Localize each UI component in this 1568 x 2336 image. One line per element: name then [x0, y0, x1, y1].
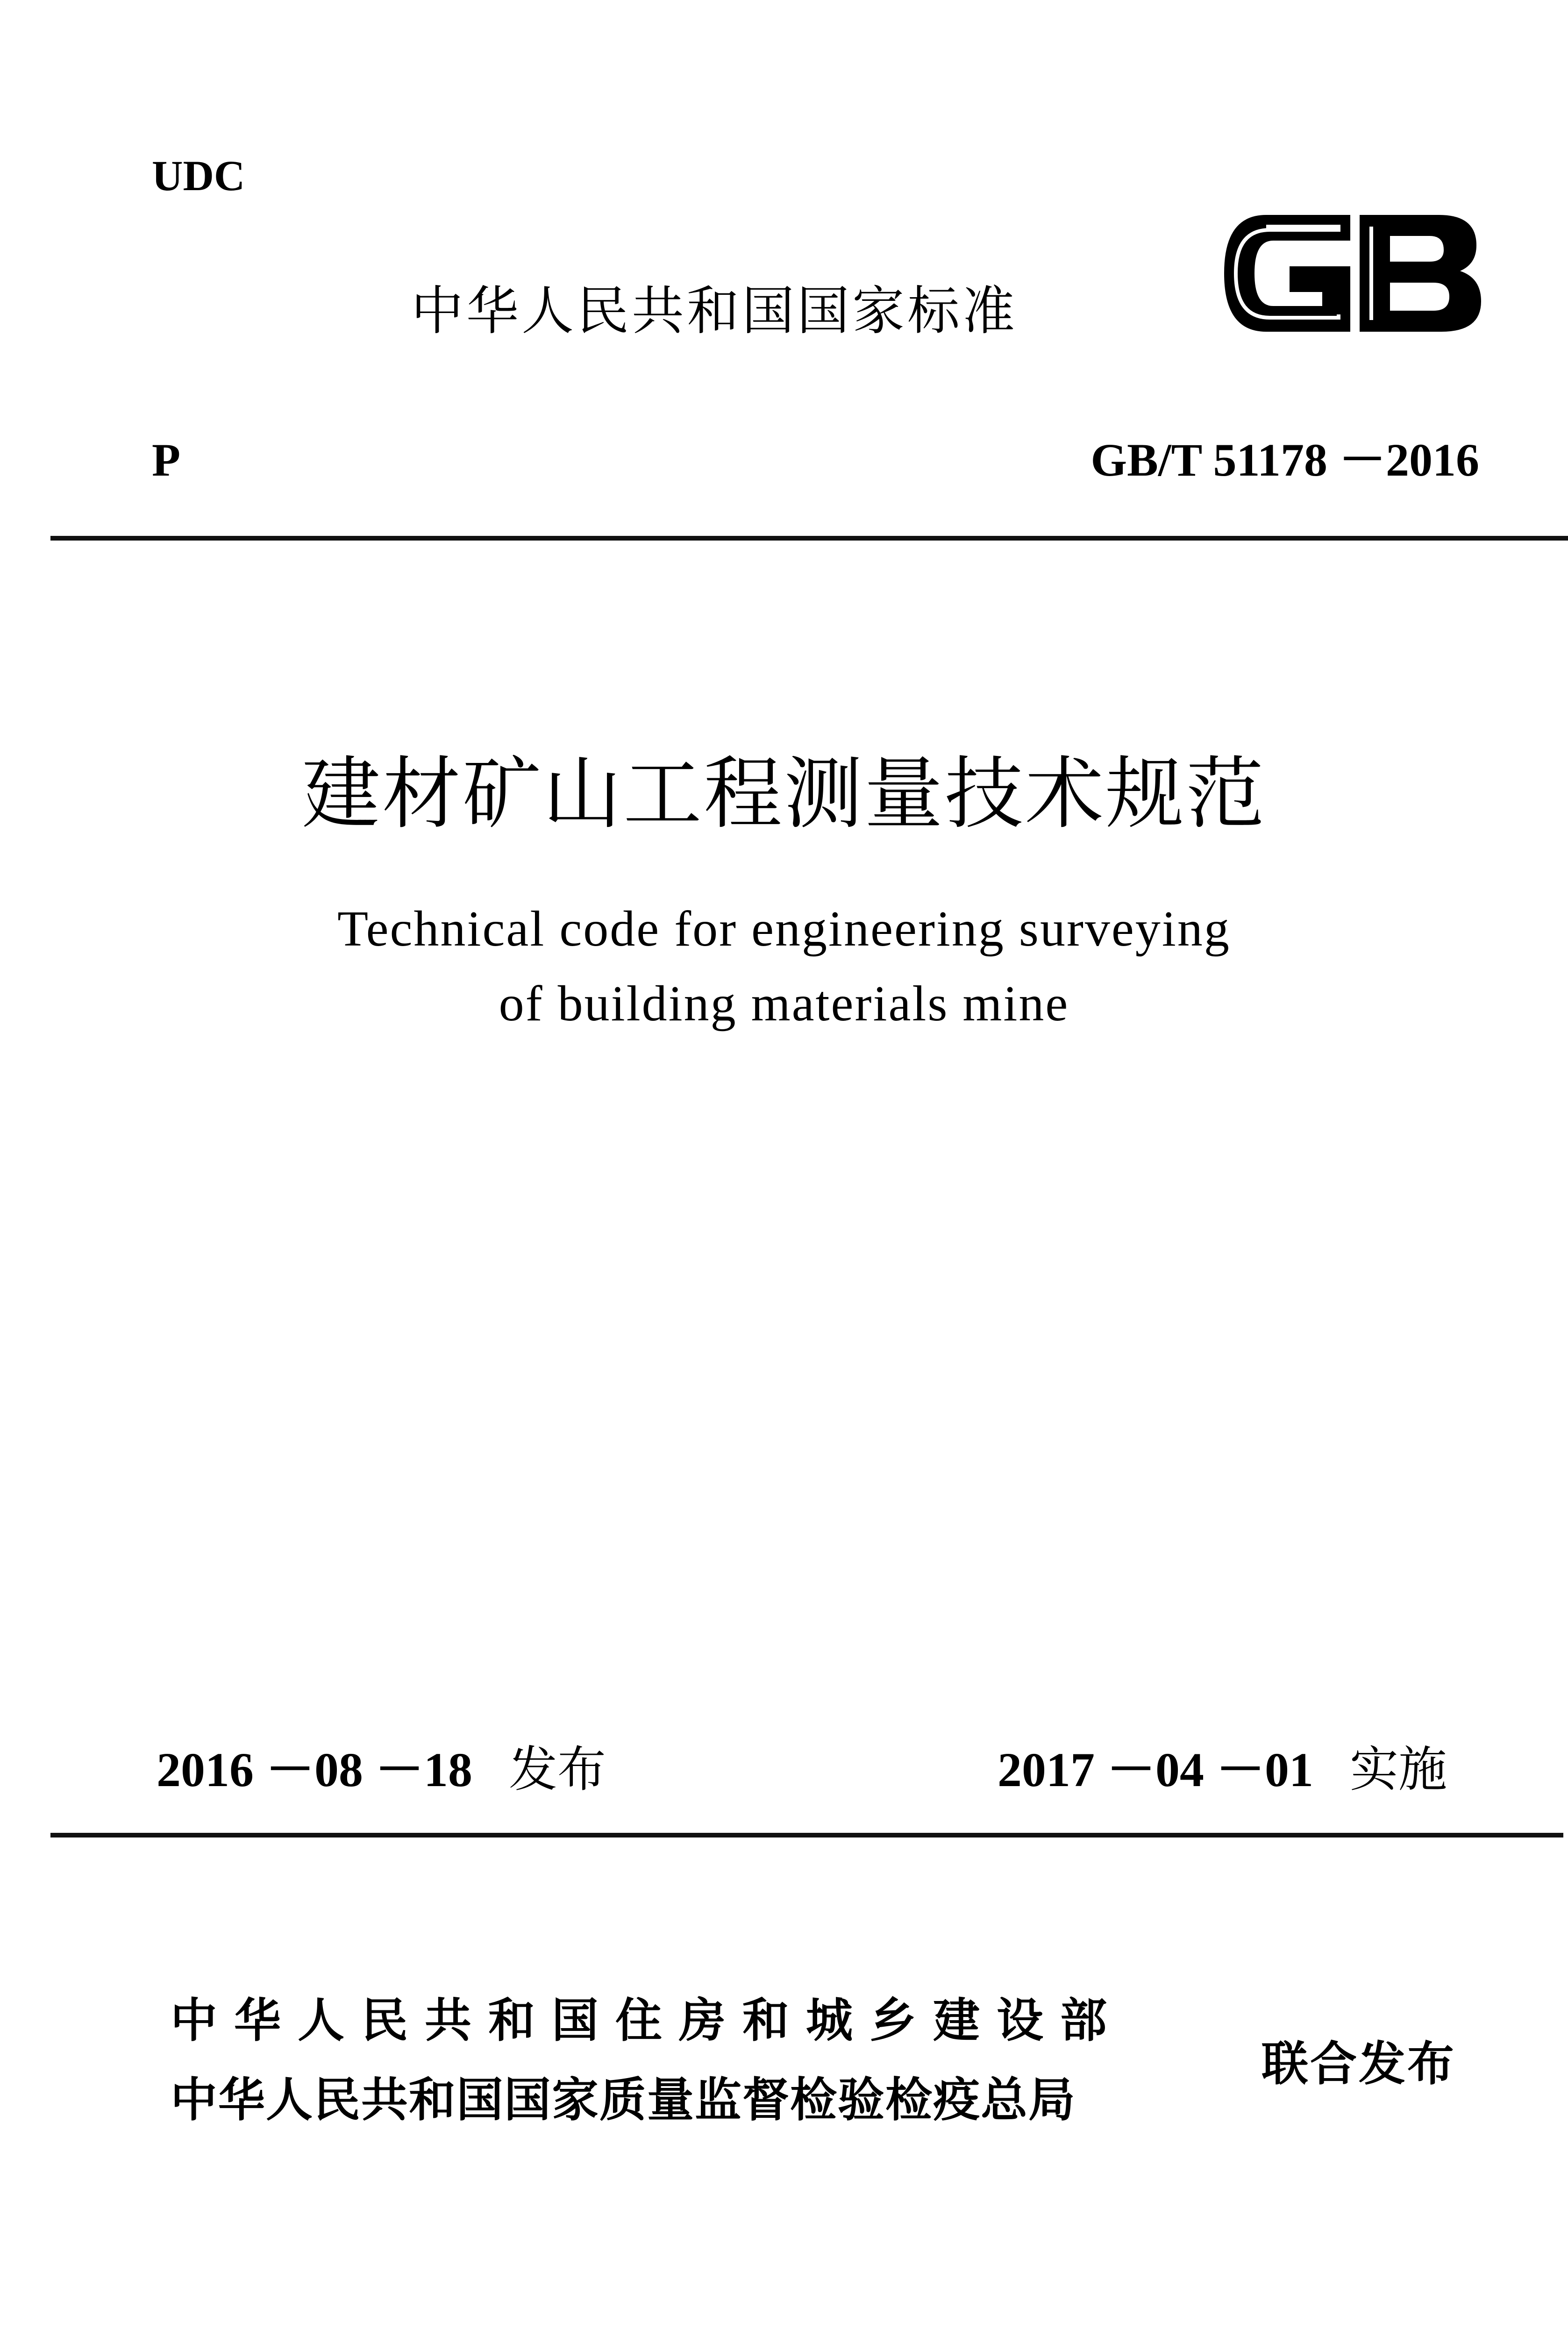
implementation-date: 2017 －04 －01 — [998, 1743, 1314, 1797]
issuer-aqsiq: 中华人民共和国国家质量监督检验检疫总局 — [171, 2072, 1076, 2127]
bottom-divider — [50, 1833, 1563, 1837]
issue-label: 发布 — [509, 1741, 606, 1798]
udc-label: UDC — [152, 152, 245, 199]
gb-logo — [1210, 201, 1490, 346]
issuer-ministry-housing: 中华人民共和国住房和城乡建设部 — [171, 1993, 1124, 2048]
standard-type: 中华人民共和国国家标准 — [411, 281, 1018, 342]
implementation-date-block — [998, 1741, 1447, 1798]
top-divider — [50, 536, 1568, 541]
gb-logo-icon — [1210, 201, 1490, 346]
title-english-line1: Technical code for engineering surveying — [337, 901, 1231, 957]
joint-issue-label: 联合发布 — [1262, 2037, 1456, 2091]
standard-number: GB/T 51178 －2016 — [1090, 434, 1479, 486]
issue-date-block — [157, 1741, 606, 1798]
implementation-label: 实施 — [1350, 1741, 1447, 1798]
title-english-line2: of building materials mine — [499, 976, 1069, 1032]
title-chinese: 建材矿山工程测量技术规范 — [302, 748, 1266, 840]
classification-code: P — [152, 434, 181, 486]
issue-date: 2016 －08 －18 — [157, 1743, 473, 1797]
